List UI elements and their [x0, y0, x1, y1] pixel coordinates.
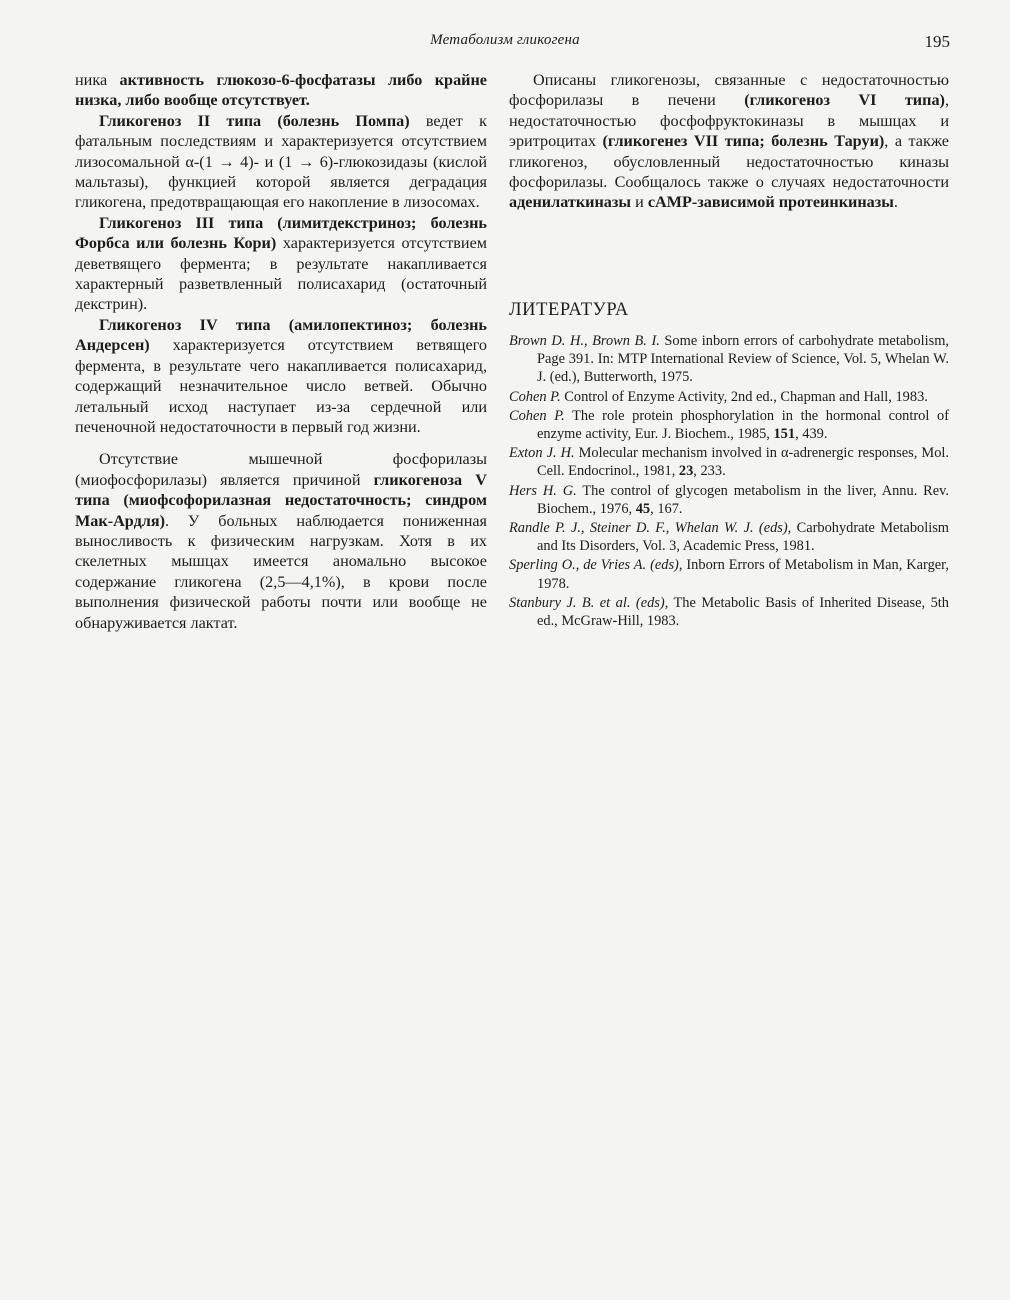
paragraph-glycogenosis-3: [75, 213, 487, 315]
text-run: .: [893, 193, 898, 212]
bold-term: (гликогенез VII типа; болезнь Таруи): [602, 132, 885, 151]
bold-term: (гликогеноз VI типа): [744, 91, 945, 110]
paragraph-other-glycogenoses: [509, 70, 949, 213]
text-run: . У больных наблюдается пониженная выносливость к физическим нагрузкам. Хотя в их скелетных мышцах имеется аномально высокое содержание гликогена (2,5—4,1%), в крови после выполнения физической работы почти или вообще не обнаруживается лактат.: [75, 511, 487, 632]
reference-volume: 45: [635, 500, 651, 517]
right-column: [509, 70, 949, 213]
text-run: Описаны гликогенозы, связанные с недостаточностью фосфорилазы в печени: [509, 71, 949, 110]
paragraph-glycogenosis-5: [75, 449, 487, 633]
reference-author: Randle P. J., Steiner D. F., Whelan W. J. (eds),: [509, 520, 792, 537]
reference-list: [509, 332, 949, 631]
reference-volume: 23: [678, 463, 694, 480]
reference-item: [509, 407, 949, 443]
reference-author: Exton J. H.: [509, 445, 575, 462]
reference-item: [509, 332, 949, 387]
running-header: Метаболизм гликогена: [430, 32, 580, 48]
bold-term: аденилаткиназы: [509, 193, 632, 212]
paragraph-glycogenosis-4: [75, 315, 487, 437]
text-run: и: [631, 193, 648, 212]
reference-text: Inborn Errors of Metabolism in Man, Karger, 1978.: [537, 557, 949, 592]
bold-term: активность глюкозо-6-фосфатазы либо крайне низка, либо вообще отсутствует.: [75, 71, 487, 110]
text-run: ника: [75, 71, 120, 89]
reference-text: Some inborn errors of carbohydrate metabolism, Page 391. In: MTP International Review of Science, Vol. 5, Whelan W. J. (ed.), Butterworth, 1975.: [537, 333, 949, 386]
literature-heading: ЛИТЕРАТУРА: [509, 300, 629, 320]
reference-author: Sperling O., de Vries A. (eds),: [509, 557, 683, 574]
page-number: 195: [924, 32, 950, 51]
reference-text: Molecular mechanism involved in α-adrenergic responses, Mol. Cell. Endocrinol., 1981,: [537, 445, 949, 480]
reference-pages: , 233.: [693, 463, 726, 480]
left-column: [75, 70, 487, 633]
text-run: характеризуется отсутствием деветвящего фермента; в результате накапливается характерный разветвленный полисахарид (остаточный декстрин).: [75, 234, 488, 314]
text-run: , недостаточностью фосфофруктокиназы в мышцах и эритроцитах: [509, 91, 949, 151]
reference-text: The control of glycogen metabolism in the liver, Annu. Rev. Biochem., 1976,: [537, 482, 950, 517]
reference-text: The role protein phosphorylation in the hormonal control of enzyme activity, Eur. J. Biochem., 1985,: [537, 407, 949, 443]
reference-author: Cohen P.: [509, 388, 561, 405]
reference-item: [509, 556, 949, 592]
paragraph-continuation: [75, 70, 487, 111]
reference-volume: 151: [773, 426, 796, 443]
reference-item: [509, 388, 949, 406]
reference-text: Carbohydrate Metabolism and Its Disorders, Vol. 3, Academic Press, 1981.: [537, 520, 950, 555]
bold-term: Гликогеноз II типа (болезнь Помпа): [99, 111, 410, 130]
reference-text: The Metabolic Basis of Inherited Disease, 5th ed., McGraw-Hill, 1983.: [537, 594, 949, 630]
reference-pages: , 167.: [650, 500, 683, 517]
bold-term: Гликогеноз IV типа (амилопектиноз; болезнь Андерсен): [75, 315, 487, 355]
text-run: ведет к фатальным последствиям и характеризуется отсутствием лизосомальной α-(1 → 4)- и (1 → 6)-глюкозидазы (кислой мальтазы), функцией которой является деградация гликогена, предотвращающая его накопление в лизосомах.: [75, 111, 487, 212]
bold-term: Гликогеноз III типа (лимитдекстриноз; болезнь Форбса или болезнь Кори): [75, 213, 487, 253]
bold-term: cAMP-зависимой протеинкиназы: [647, 193, 894, 212]
reference-author: Stanbury J. B. et al. (eds),: [509, 594, 669, 611]
reference-item: [509, 594, 949, 630]
reference-pages: , 439.: [795, 426, 828, 443]
reference-author: Brown D. H., Brown B. I.: [509, 333, 660, 349]
reference-text: Control of Enzyme Activity, 2nd ed., Chapman and Hall, 1983.: [560, 388, 928, 405]
paragraph-glycogenosis-2: [75, 111, 487, 213]
bold-term: гликогеноза V типа (миофсофорилазная недостаточность; синдром Мак-Ардля): [75, 470, 487, 530]
reference-item: [509, 482, 949, 518]
text-run: характеризуется отсутствием ветвящего фермента, в результате чего накапливается полисахарид, содержащий незначительное число ветвей. Обычно летальный исход наступает из-за сердечной или печеночной недостаточности в первый год жизни.: [75, 336, 487, 436]
reference-item: [509, 519, 949, 555]
reference-author: Hers H. G.: [509, 482, 577, 499]
text-run: , а также гликогеноз, обусловленный недостаточностью киназы фосфорилазы. Сообщалось также о случаях недостаточности: [509, 132, 949, 192]
reference-item: [509, 444, 949, 480]
text-run: Отсутствие мышечной фосфорилазы (миофосфорилазы) является причиной: [75, 450, 487, 489]
reference-author: Cohen P.: [509, 407, 565, 424]
